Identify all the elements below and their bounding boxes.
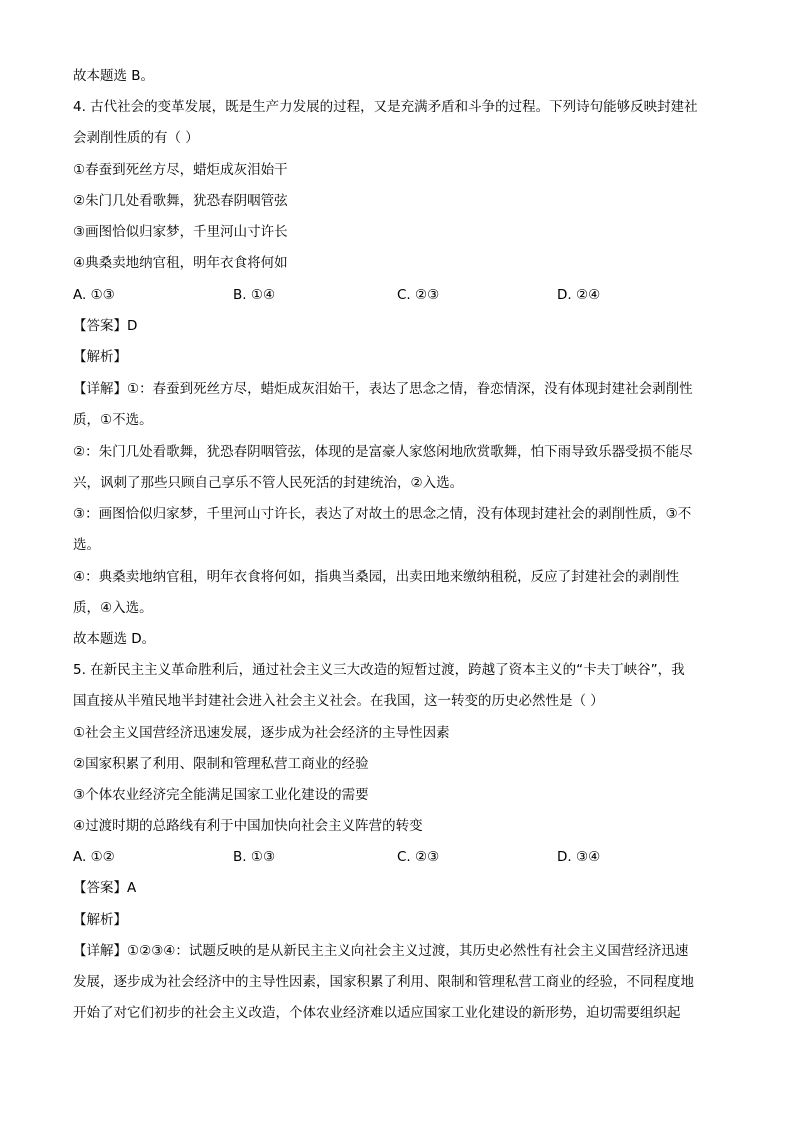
q4-option-d: D. ②④ <box>557 287 601 303</box>
q5-detail-line3: 开始了对它们初步的社会主义改造，个体农业经济难以适应国家工业化建设的新形势，迫切需要组织起 <box>73 1005 681 1021</box>
q5-answer: 【答案】A <box>73 880 137 896</box>
q5-item-4: ④过渡时期的总路线有利于中国加快向社会主义阵营的转变 <box>73 818 423 834</box>
q4-stem-line1: 4. 古代社会的变革发展，既是生产力发展的过程，又是充满矛盾和斗争的过程。下列诗句能够反映封建社 <box>73 99 698 115</box>
q5-option-c: C. ②③ <box>397 849 440 865</box>
q4-item-4: ④典桑卖地纳官租，明年衣食将何如 <box>73 255 288 271</box>
q4-detail3-line2: 选。 <box>73 537 100 553</box>
q5-item-3: ③个体农业经济完全能满足国家工业化建设的需要 <box>73 787 369 803</box>
q5-item-1: ①社会主义国营经济迅速发展，逐步成为社会经济的主导性因素 <box>73 725 450 741</box>
q5-stem-line1: 5. 在新民主主义革命胜利后，通过社会主义三大改造的短暂过渡，跨越了资本主义的“卡夫丁峡谷”，我 <box>73 662 685 678</box>
q4-detail4-line2: 质，④入选。 <box>73 600 153 616</box>
q4-option-b: B. ①④ <box>233 287 276 303</box>
q5-option-b: B. ①③ <box>233 849 276 865</box>
q4-option-a: A. ①③ <box>73 287 115 303</box>
q5-detail-line2: 发展，逐步成为社会经济中的主导性因素，国家积累了利用、限制和管理私营工商业的经验，不同程度地 <box>73 974 694 990</box>
q4-detail2-line1: ②：朱门几处看歌舞，犹恐春阴咽管弦，体现的是富豪人家悠闲地欣赏歌舞，怕下雨导致乐器受损不能尽 <box>73 444 693 460</box>
q4-detail-line1: 【详解】①：春蚕到死丝方尽，蜡炬成灰泪始干，表达了思念之情，眷恋情深，没有体现封建社会剥削性 <box>73 381 693 397</box>
q4-detail2-line2: 兴，讽刺了那些只顾自己享乐不管人民死活的封建统治，②入选。 <box>73 475 464 491</box>
q5-item-2: ②国家积累了利用、限制和管理私营工商业的经验 <box>73 756 369 772</box>
prev-conclusion: 故本题选 B。 <box>73 68 155 84</box>
q5-analysis-label: 【解析】 <box>73 912 127 928</box>
q5-option-a: A. ①② <box>73 849 115 865</box>
q4-detail4-line1: ④：典桑卖地纳官租，明年衣食将何如，指典当桑园，出卖田地来缴纳租税，反应了封建社会的剥削性 <box>73 569 680 585</box>
q4-item-1: ①春蚕到死丝方尽，蜡炬成灰泪始干 <box>73 162 288 178</box>
q4-conclusion: 故本题选 D。 <box>73 631 156 647</box>
q4-item-3: ③画图恰似归家梦，千里河山寸许长 <box>73 224 288 240</box>
q5-option-d: D. ③④ <box>557 849 601 865</box>
q4-option-c: C. ②③ <box>397 287 440 303</box>
q4-analysis-label: 【解析】 <box>73 349 127 365</box>
q4-stem-line2: 会剥削性质的有（ ） <box>73 130 199 146</box>
q4-detail3-line1: ③：画图恰似归家梦，千里河山寸许长，表达了对故土的思念之情，没有体现封建社会的剥削性质，③不 <box>73 506 692 522</box>
q4-item-2: ②朱门几处看歌舞，犹恐春阴咽管弦 <box>73 193 288 209</box>
q5-detail-line1: 【详解】①②③④：试题反映的是从新民主主义向社会主义过渡，其历史必然性有社会主义国营经济迅速 <box>73 943 689 959</box>
q5-stem-line2: 国直接从半殖民地半封建社会进入社会主义社会。在我国，这一转变的历史必然性是（ ） <box>73 693 604 709</box>
q4-answer: 【答案】D <box>73 318 138 334</box>
q4-detail-line2: 质，①不选。 <box>73 412 153 428</box>
